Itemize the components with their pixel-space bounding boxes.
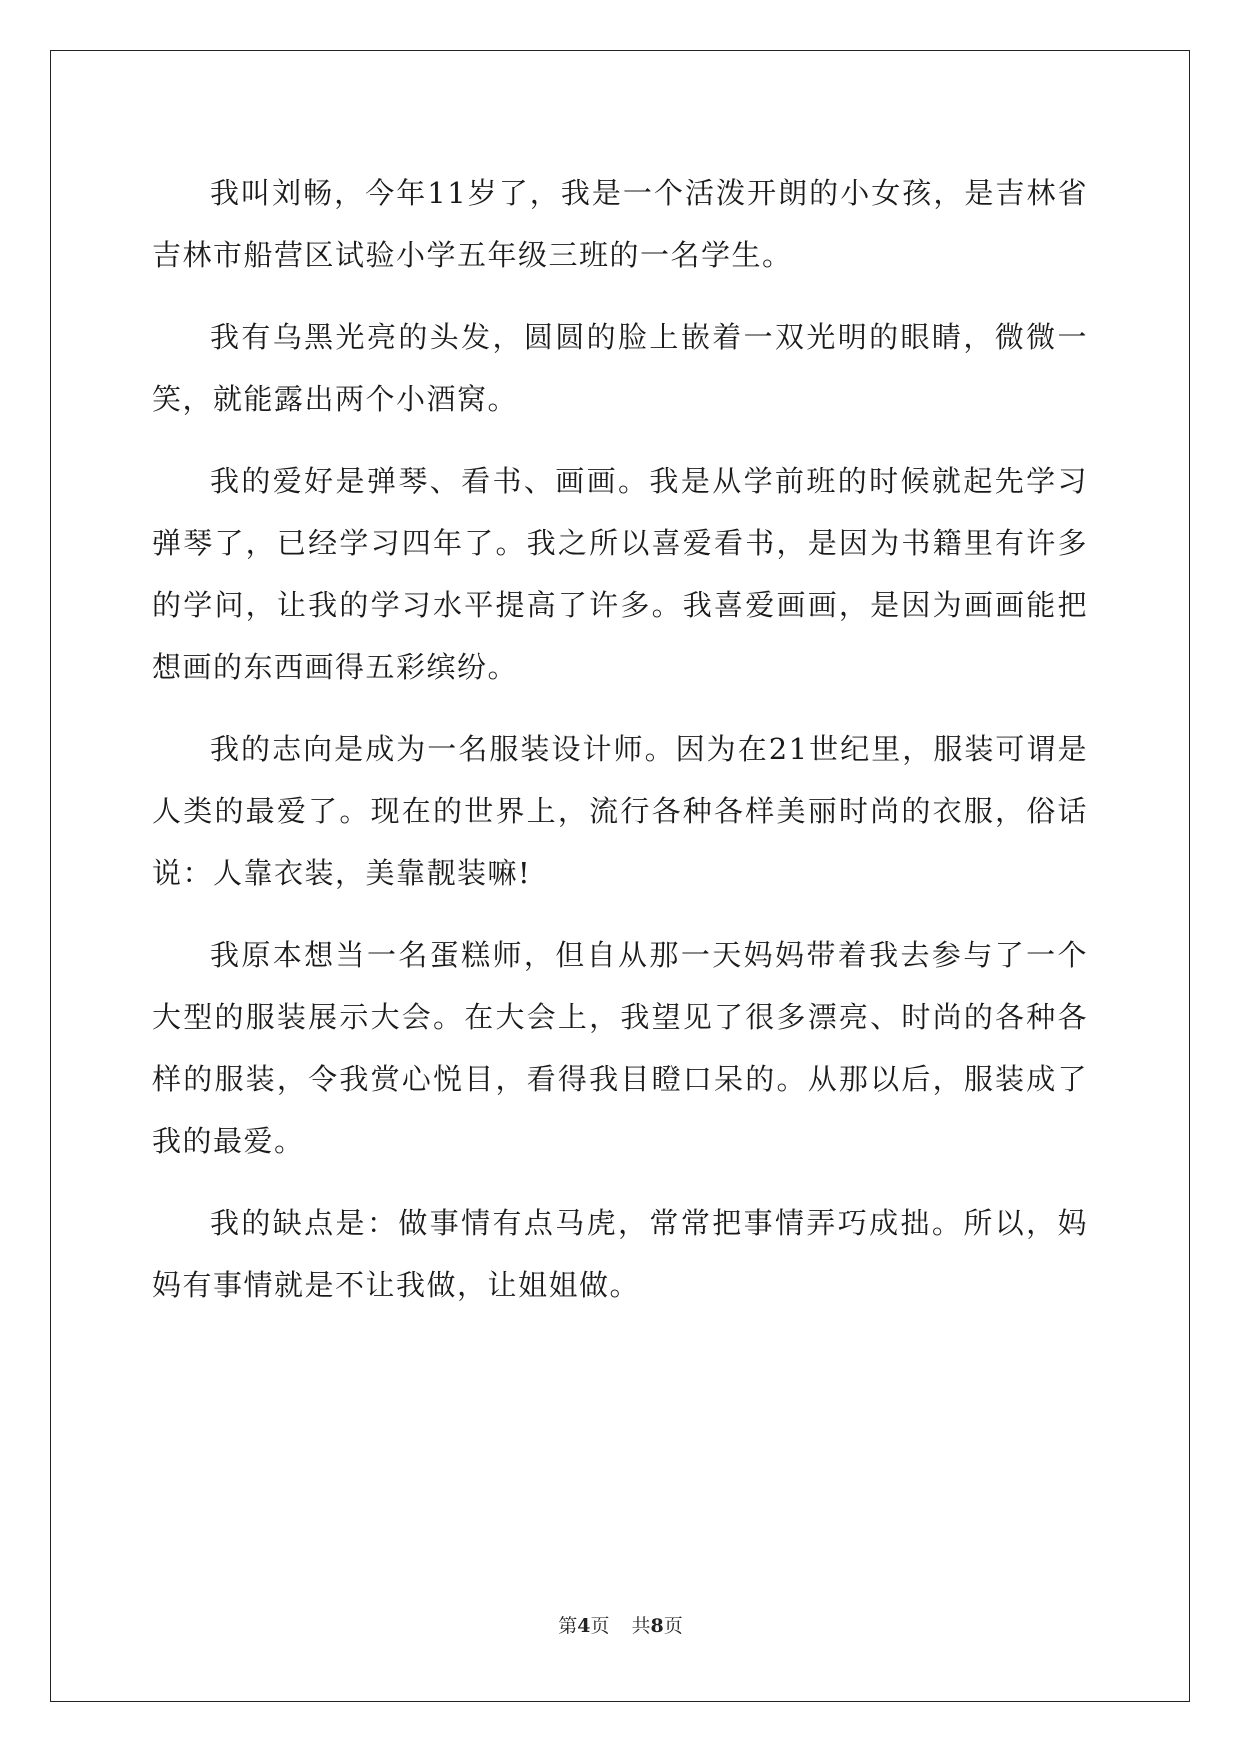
paragraph-appearance: 我有乌黑光亮的头发，圆圆的脸上嵌着一双光明的眼睛，微微一笑，就能露出两个小酒窝。 [152,320,1088,416]
total-prefix: 共 [631,1615,651,1637]
total-suffix: 页 [663,1615,683,1637]
paragraph-story: 我原本想当一名蛋糕师，但自从那一天妈妈带着我去参与了一个大型的服装展示大会。在大会上，我望见了很多漂亮、时尚的各种各样的服装，令我赏心悦目，看得我目瞪口呆的。从那以后，服装成了我的最爱。 [152,938,1088,1158]
current-page-number: 4 [577,1615,591,1637]
document-body [152,162,1088,1336]
page-suffix: 页 [590,1615,610,1637]
page-footer [0,1611,1241,1638]
paragraph-hobbies: 我的爱好是弹琴、看书、画画。我是从学前班的时候就起先学习弹琴了，已经学习四年了。我之所以喜爱看书，是因为书籍里有许多的学问，让我的学习水平提高了许多。我喜爱画画，是因为画画能把想画的东西画得五彩缤纷。 [152,464,1088,684]
paragraph-shortcoming: 我的缺点是：做事情有点马虎，常常把事情弄巧成拙。所以，妈妈有事情就是不让我做，让姐姐做。 [152,1206,1088,1302]
paragraph-ambition: 我的志向是成为一名服装设计师。因为在21世纪里，服装可谓是人类的最爱了。现在的世界上，流行各种各样美丽时尚的衣服，俗话说：人靠衣装，美靠靓装嘛! [152,732,1088,890]
paragraph-intro: 我叫刘畅，今年11岁了，我是一个活泼开朗的小女孩，是吉林省吉林市船营区试验小学五年级三班的一名学生。 [152,176,1088,272]
total-page-number: 8 [650,1615,664,1637]
page-prefix: 第 [558,1615,578,1637]
